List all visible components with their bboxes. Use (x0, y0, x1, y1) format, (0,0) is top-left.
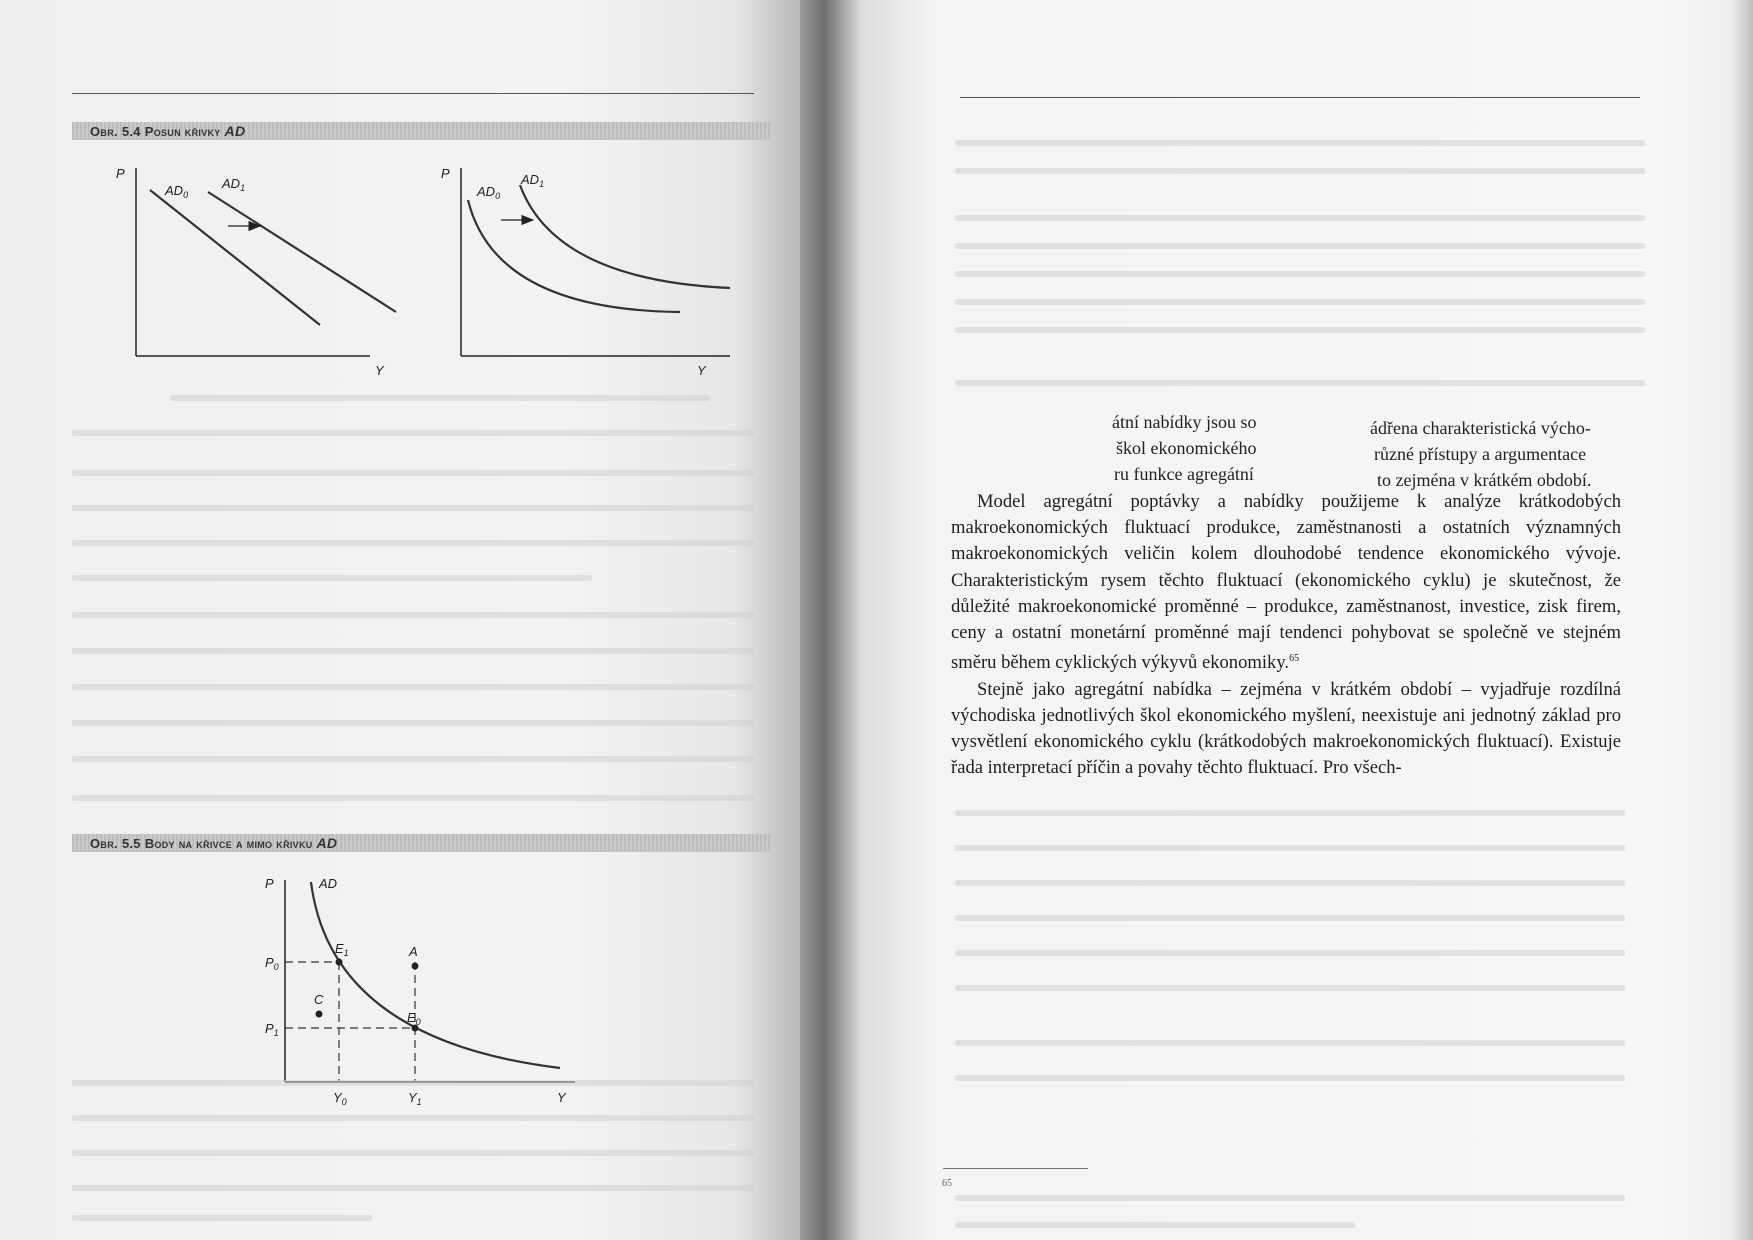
bleed-through-line (72, 1080, 754, 1086)
series-ad0-curve (468, 200, 680, 312)
fragment-right-line-3: to zejména v krátkém období. (1377, 470, 1592, 490)
point-a (412, 963, 419, 970)
series-label-ad1: $AD_1$ (222, 176, 246, 193)
bleed-through-line (955, 810, 1625, 816)
bleed-through-line (72, 505, 754, 511)
fragment-right-line-2: různé přístupy a argumentace (1374, 444, 1587, 464)
fragment-left-line-3: ru funkce agregátní (1114, 464, 1254, 484)
series-ad1-curve (520, 185, 730, 288)
figure-5-4-chart-convex (435, 160, 735, 380)
series-label-ad0: $AD_0$ (477, 184, 501, 201)
bleed-through-line (955, 271, 1645, 277)
body-text (951, 489, 1621, 781)
bleed-through-line (955, 985, 1625, 991)
left-page (0, 0, 800, 1240)
bleed-through-line (955, 168, 1645, 174)
bleed-through-line (955, 327, 1645, 333)
axis-label-p: P (116, 166, 125, 181)
figure-5-5-caption-ad: AD (316, 835, 338, 851)
paragraph-1 (951, 489, 1621, 677)
tick-label-y1: $Y_1$ (408, 1090, 422, 1107)
bleed-through-line (72, 612, 754, 618)
series-label-ad0: $AD_0$ (165, 183, 189, 200)
bleed-through-line (955, 380, 1645, 386)
figure-5-4-caption (72, 122, 772, 140)
series-ad-curve (311, 882, 560, 1068)
bleed-through-line (955, 299, 1645, 305)
bleed-through-line (72, 648, 754, 654)
bleed-through-line (72, 1215, 372, 1221)
tick-label-y0: $Y_0$ (333, 1090, 347, 1107)
bleed-through-line (955, 1040, 1625, 1046)
axis-label-y: Y (557, 1090, 566, 1105)
point-label-e1: $E_1$ (335, 941, 349, 958)
point-e1 (336, 959, 343, 966)
figure-5-5-chart (255, 870, 575, 1110)
bleed-through-line (72, 575, 592, 581)
fragment-left-line-2: škol ekonomického (1116, 438, 1257, 458)
bleed-through-line (955, 950, 1625, 956)
book-gutter (800, 0, 860, 1240)
figure-5-4-caption-ad: AD (224, 123, 246, 139)
bleed-through-line (955, 215, 1645, 221)
right-header-rule (960, 97, 1640, 98)
paragraph-1-text: Model agregátní poptávky a nabídky použijeme k analýze krátkodobých makroekonomických fluktuací produkce, zaměstnanosti a ostatních významných makroekonomických veličin kolem dlouhodobé tendence ekonomického vývoje. Charakteristickým rysem těchto fluktuací (ekonomického cyklu) je skutečnost, že důležité makroekonomické proměnné – produkce, zaměstnanost, investice, zisk firem, ceny a ostatní monetární proměnné mají tendenci pohybovat se společně ve stejném směru během cyklických výkyvů ekonomiky. (951, 491, 1621, 674)
bleed-through-line (72, 470, 754, 476)
axis-label-y: Y (375, 363, 384, 378)
paragraph-2: Stejně jako agregátní nabídka – zejména v krátkém období – vyjadřuje rozdílná východiska jednotlivých škol ekonomického myšlení, neexistuje ani jednotný základ pro vysvětlení ekonomického cyklu (krátkodobých makroekonomických fluktuací). Existuje řada interpretací příčin a povahy těchto fluktuací. Pro všech- (951, 678, 1621, 779)
figure-5-4-caption-text: Obr. 5.4 Posun křivky (90, 124, 225, 139)
point-label-e0: $E_0$ (407, 1010, 421, 1027)
bleed-through-line (955, 845, 1625, 851)
bleed-through-line (955, 243, 1645, 249)
point-label-a: A (409, 944, 418, 959)
footnote-rule (943, 1168, 1088, 1169)
tick-label-p0: $P_0$ (265, 955, 279, 972)
series-label-ad: AD (319, 876, 338, 891)
point-label-c: C (314, 992, 324, 1007)
axis-label-y: Y (697, 363, 706, 378)
bleed-through-line (955, 1222, 1355, 1228)
bleed-through-line (955, 880, 1625, 886)
bleed-through-line (955, 140, 1645, 146)
bleed-through-line (72, 1150, 754, 1156)
fragment-right-line-1: ádřena charakteristická výcho- (1370, 418, 1591, 438)
left-header-rule (72, 93, 754, 94)
bleed-through-line (72, 684, 754, 690)
series-label-ad1: $AD_1$ (521, 172, 545, 189)
tick-label-p1: $P_1$ (265, 1021, 279, 1038)
bleed-through-line (72, 720, 754, 726)
axis-label-p: P (265, 876, 274, 891)
footnote-ref-65: 65 (1289, 653, 1300, 665)
figure-5-4-chart-linear (110, 160, 400, 380)
figure-5-5-caption-text: Obr. 5.5 Body na křivce a mimo křivku (90, 836, 317, 851)
bleed-through-line (72, 540, 754, 546)
point-c (316, 1011, 323, 1018)
axis-label-p: P (441, 166, 450, 181)
figure-5-5-caption (72, 834, 772, 852)
bleed-through-line (72, 1185, 754, 1191)
footnote-number: 65 (942, 1178, 952, 1189)
bleed-through-line (955, 1195, 1625, 1201)
bleed-through-line (170, 395, 710, 401)
bleed-through-line (72, 1115, 754, 1121)
bleed-through-line (72, 756, 754, 762)
bleed-through-line (955, 915, 1625, 921)
bleed-through-line (72, 795, 754, 801)
fragment-left-line-1: átní nabídky jsou so (1112, 412, 1257, 432)
bleed-through-line (955, 1075, 1625, 1081)
series-ad1-line (208, 192, 396, 312)
bleed-through-line (72, 430, 754, 436)
